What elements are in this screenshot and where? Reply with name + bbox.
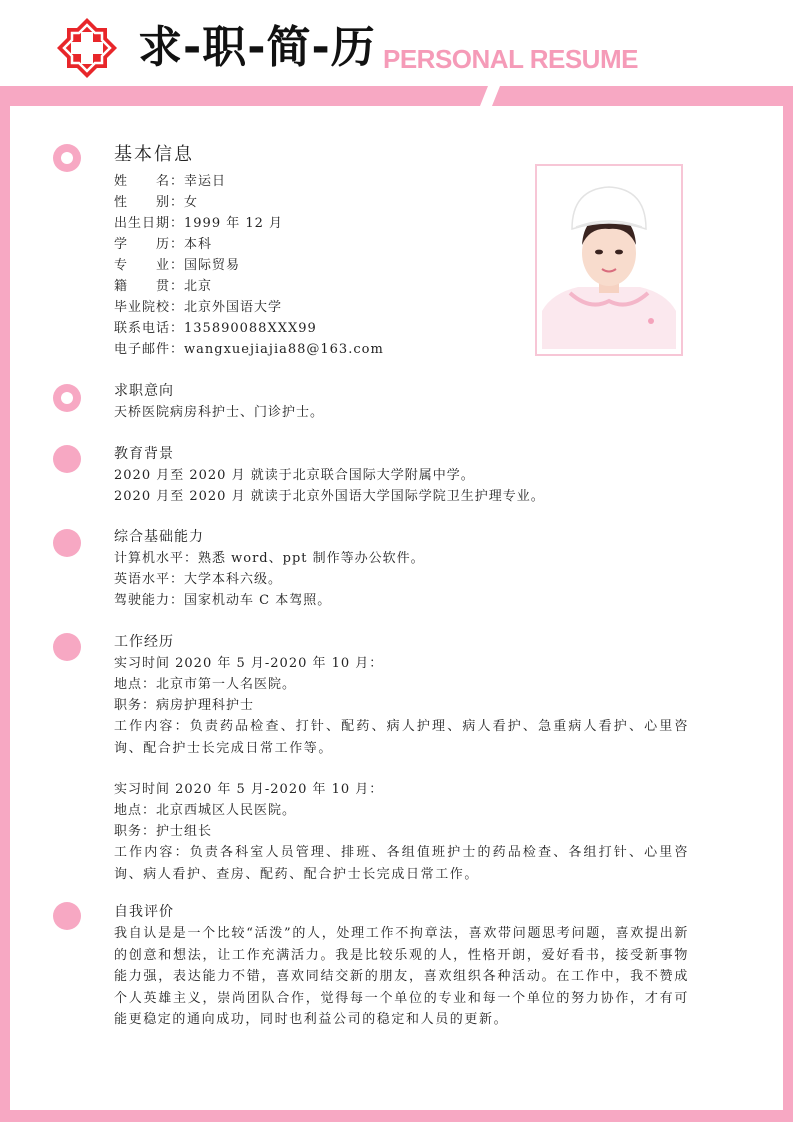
- objective-section: [114, 381, 704, 423]
- objective-text: 天桥医院病房科护士、门诊护士。: [114, 405, 325, 420]
- section-bullet: [53, 902, 81, 930]
- job-role: 职务：病房护理科护士: [114, 698, 255, 713]
- profile-photo-frame: [535, 164, 683, 356]
- education-item: 2020 月至 2020 月 就读于北京联合国际大学附属中学。: [114, 468, 475, 483]
- section-title: 基本信息: [114, 144, 194, 165]
- job-duties: 工作内容：负责各科室人员管理、排班、各组值班护士的药品检查、各组打针、心里咨询、病人看护、查房、配药、配合护士长完成日常工作。: [114, 845, 689, 882]
- nurse-portrait: [542, 171, 676, 349]
- job-period: 实习时间 2020 年 5 月-2020 年 10 月：: [114, 656, 384, 671]
- section-bullet: [53, 633, 81, 661]
- info-birth: 出生日期：1999 年 12 月: [114, 216, 284, 231]
- frame-left: [0, 104, 10, 1122]
- self-evaluation-text: 我自认是是一个比较“活泼”的人，处理工作不拘章法，喜欢带问题思考问题，喜欢提出新的创意和想法，让工作充满活力。我是比较乐观的人，性格开朗，爱好看书，接受新事物能力强，表达能力不错，喜欢同结交新的朋友，喜欢组织各种活动。在工作中，我不赞成个人英雄主义，崇尚团队合作，觉得每一个单位的专业和每一个单位的努力协作，才有可能更稳定的通向成功，同时也利益公司的稳定和人员的更新。: [114, 926, 689, 1027]
- info-gender: 性 别：女: [114, 195, 199, 210]
- job-role: 职务：护士组长: [114, 824, 213, 839]
- education-section: [114, 444, 704, 507]
- red-cross-icon: [55, 16, 119, 80]
- section-bullet: [53, 144, 81, 172]
- skill-item: 计算机水平：熟悉 word、ppt 制作等办公软件。: [114, 551, 425, 566]
- info-hometown: 籍 贯：北京: [114, 279, 213, 294]
- resume-header: [0, 0, 793, 110]
- self-evaluation-section: [114, 902, 704, 1031]
- job-place: 地点：北京市第一人名医院。: [114, 677, 297, 692]
- section-title: 综合基础能力: [114, 529, 204, 545]
- skills-section: [114, 527, 704, 611]
- section-bullet: [53, 384, 81, 412]
- skill-item: 驾驶能力：国家机动车 C 本驾照。: [114, 593, 332, 608]
- section-title: 教育背景: [114, 446, 174, 462]
- info-email: 电子邮件：wangxuejiajia88@163.com: [114, 342, 384, 357]
- job-duties: 工作内容：负责药品检查、打针、配药、病人护理、病人看护、急重病人看护、心里咨询、配合护士长完成日常工作等。: [114, 719, 689, 756]
- section-title: 求职意向: [114, 383, 174, 399]
- job-place: 地点：北京西城区人民医院。: [114, 803, 297, 818]
- frame-right: [783, 104, 793, 1122]
- info-degree: 学 历：本科: [114, 237, 213, 252]
- skill-item: 英语水平：大学本科六级。: [114, 572, 283, 587]
- section-bullet: [53, 529, 81, 557]
- info-name: 姓 名：幸运日: [114, 174, 227, 189]
- info-major: 专 业：国际贸易: [114, 258, 241, 273]
- header-band: [0, 86, 793, 106]
- section-bullet: [53, 445, 81, 473]
- resume-title: 求-职-简-历: [138, 22, 376, 73]
- education-item: 2020 月至 2020 月 就读于北京外国语大学国际学院卫生护理专业。: [114, 489, 545, 504]
- info-phone: 联系电话：135890088XXX99: [114, 321, 317, 336]
- section-title: 自我评价: [114, 904, 174, 920]
- frame-bottom: [0, 1110, 793, 1122]
- experience-section: [114, 632, 704, 885]
- resume-subtitle: PERSONAL RESUME: [383, 44, 638, 74]
- info-school: 毕业院校：北京外国语大学: [114, 300, 283, 315]
- section-title: 工作经历: [114, 634, 174, 650]
- job-period: 实习时间 2020 年 5 月-2020 年 10 月：: [114, 782, 384, 797]
